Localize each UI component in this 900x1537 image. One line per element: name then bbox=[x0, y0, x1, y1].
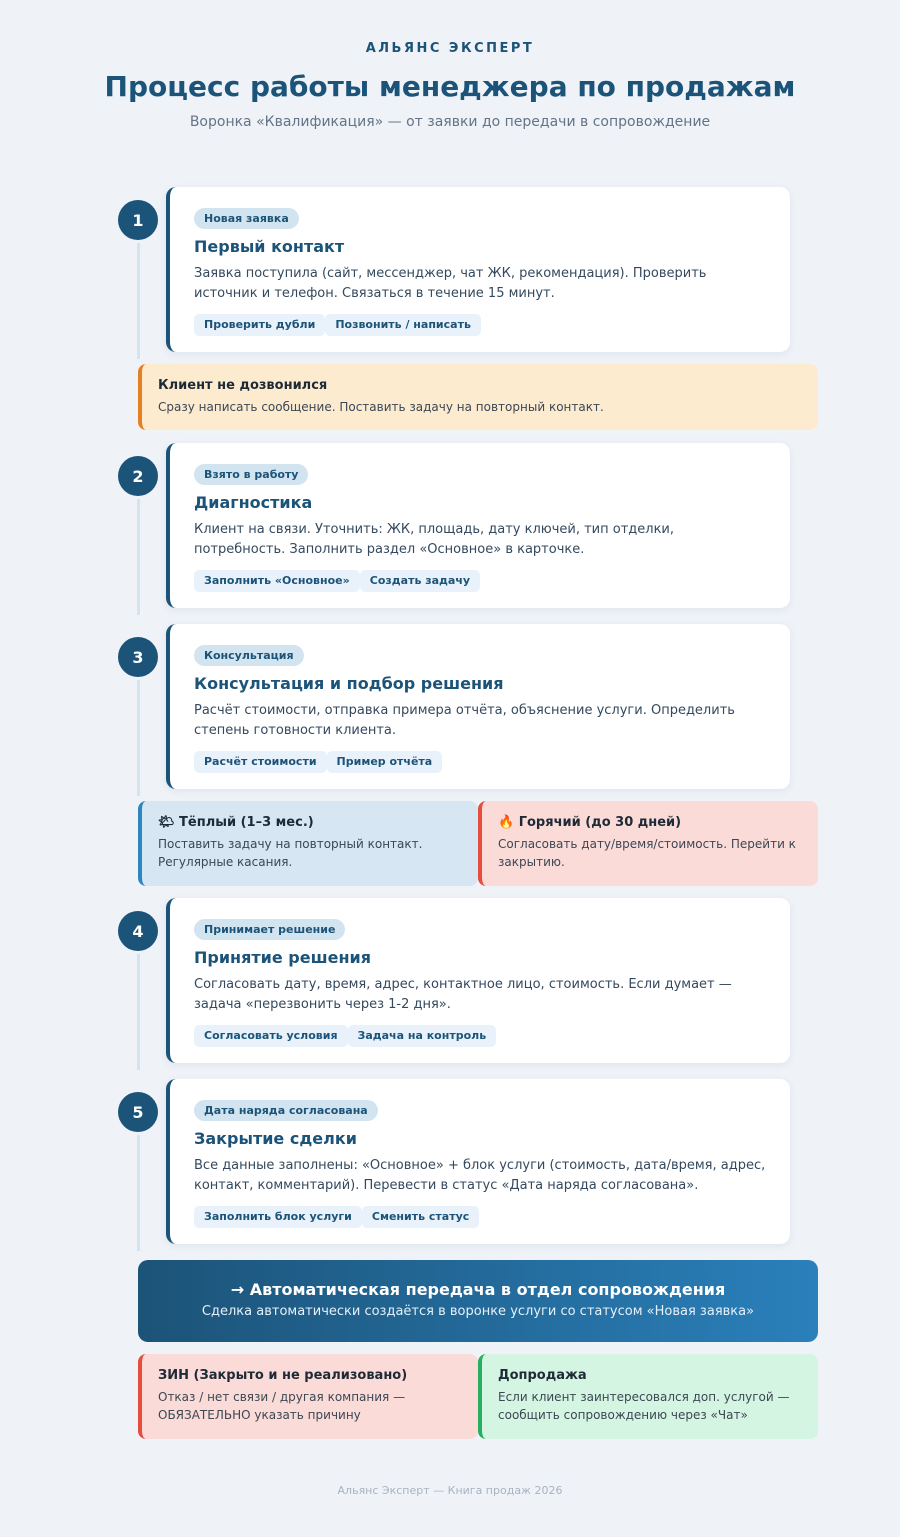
action-list bbox=[194, 1025, 766, 1047]
step-title: Первый контакт bbox=[194, 237, 345, 256]
step-title: Диагностика bbox=[194, 493, 313, 512]
action-chip[interactable]: Расчёт стоимости bbox=[194, 751, 327, 773]
step-number: 2 bbox=[118, 456, 158, 496]
step-title: Закрытие сделки bbox=[194, 1129, 357, 1148]
action-list bbox=[194, 1206, 766, 1228]
action-chip[interactable]: Задача на контроль bbox=[348, 1025, 497, 1047]
step-number: 3 bbox=[118, 637, 158, 677]
transfer-text: Сделка автоматически создаётся в воронке услуги со статусом «Новая заявка» bbox=[201, 1304, 755, 1319]
note-text: Сразу написать сообщение. Поставить задачу на повторный контакт. bbox=[158, 400, 604, 414]
step-description: Расчёт стоимости, отправка примера отчёта, объяснение услуги. Определить степень готовности клиента. bbox=[194, 703, 735, 738]
step-description: Согласовать дату, время, адрес, контактное лицо, стоимость. Если думает — задача «перезвонить через 1-2 дня». bbox=[194, 977, 732, 1012]
footer-text: Альянс Эксперт — Книга продаж 2026 bbox=[337, 1484, 563, 1497]
action-chip[interactable]: Заполнить блок услуги bbox=[194, 1206, 362, 1228]
step-description: Клиент на связи. Уточнить: ЖК, площадь, дату ключей, тип отделки, потребность. Заполнить раздел «Основное» в карточке. bbox=[194, 522, 675, 557]
transfer-title: → Автоматическая передача в отдел сопровождения bbox=[230, 1280, 726, 1299]
action-chip[interactable]: Пример отчёта bbox=[327, 751, 443, 773]
action-chip[interactable]: Сменить статус bbox=[362, 1206, 479, 1228]
step-connector bbox=[137, 680, 140, 796]
step-card bbox=[166, 624, 790, 789]
page-title: Процесс работы менеджера по продажам bbox=[104, 70, 796, 103]
transfer-banner bbox=[138, 1260, 818, 1342]
note-title: ЗИН (Закрыто и не реализовано) bbox=[158, 1368, 408, 1383]
note-text: Поставить задачу на повторный контакт. Регулярные касания. bbox=[158, 837, 423, 869]
status-badge: Консультация bbox=[194, 645, 304, 666]
step-3 bbox=[118, 624, 790, 789]
step-number: 5 bbox=[118, 1092, 158, 1132]
step-connector bbox=[137, 499, 140, 615]
note-warm bbox=[138, 801, 478, 886]
brand-label: АЛЬЯНС ЭКСПЕРТ bbox=[365, 41, 535, 56]
step-card bbox=[166, 898, 790, 1063]
status-badge: Дата наряда согласована bbox=[194, 1100, 378, 1121]
step-description: Все данные заполнены: «Основное» + блок услуги (стоимость, дата/время, адрес, контакт, комментарий). Перевести в статус «Дата наряда согласована». bbox=[194, 1158, 766, 1193]
note-zin bbox=[138, 1354, 478, 1439]
note-upsell bbox=[478, 1354, 818, 1439]
step-title: Принятие решения bbox=[194, 948, 371, 967]
step-4 bbox=[118, 898, 790, 1063]
note-title: Клиент не дозвонился bbox=[158, 378, 328, 393]
action-list bbox=[194, 570, 766, 592]
step-connector bbox=[137, 1135, 140, 1251]
step-number: 1 bbox=[118, 200, 158, 240]
step-2 bbox=[118, 443, 790, 608]
note-title: Допродажа bbox=[498, 1368, 587, 1383]
step-description: Заявка поступила (сайт, мессенджер, чат ЖК, рекомендация). Проверить источник и телефон. Связаться в течение 15 минут. bbox=[194, 266, 707, 301]
note-text: Согласовать дату/время/стоимость. Перейти к закрытию. bbox=[498, 837, 796, 869]
step-card bbox=[166, 187, 790, 352]
note-text: Если клиент заинтересовался доп. услугой — сообщить сопровождению через «Чат» bbox=[498, 1390, 790, 1422]
step-card bbox=[166, 443, 790, 608]
page-subtitle: Воронка «Квалификация» — от заявки до передачи в сопровождение bbox=[189, 114, 711, 130]
status-badge: Взято в работу bbox=[194, 464, 308, 485]
step-number: 4 bbox=[118, 911, 158, 951]
action-chip[interactable]: Проверить дубли bbox=[194, 314, 325, 336]
action-chip[interactable]: Создать задачу bbox=[360, 570, 480, 592]
step-title: Консультация и подбор решения bbox=[194, 674, 504, 693]
note-title: 🌤 Тёплый (1–3 мес.) bbox=[158, 815, 314, 830]
action-list bbox=[194, 314, 766, 336]
action-chip[interactable]: Позвонить / написать bbox=[325, 314, 481, 336]
action-chip[interactable]: Заполнить «Основное» bbox=[194, 570, 360, 592]
action-chip[interactable]: Согласовать условия bbox=[194, 1025, 348, 1047]
step-connector bbox=[137, 954, 140, 1070]
step-1 bbox=[118, 187, 790, 352]
note-hot bbox=[478, 801, 818, 886]
note-title: 🔥 Горячий (до 30 дней) bbox=[498, 815, 682, 830]
step-5 bbox=[118, 1079, 790, 1244]
note-text: Отказ / нет связи / другая компания — ОБЯЗАТЕЛЬНО указать причину bbox=[158, 1390, 406, 1422]
status-badge: Принимает решение bbox=[194, 919, 345, 940]
action-list bbox=[194, 751, 766, 773]
note-no-answer bbox=[138, 364, 818, 430]
status-badge: Новая заявка bbox=[194, 208, 299, 229]
step-card bbox=[166, 1079, 790, 1244]
step-connector bbox=[137, 243, 140, 359]
